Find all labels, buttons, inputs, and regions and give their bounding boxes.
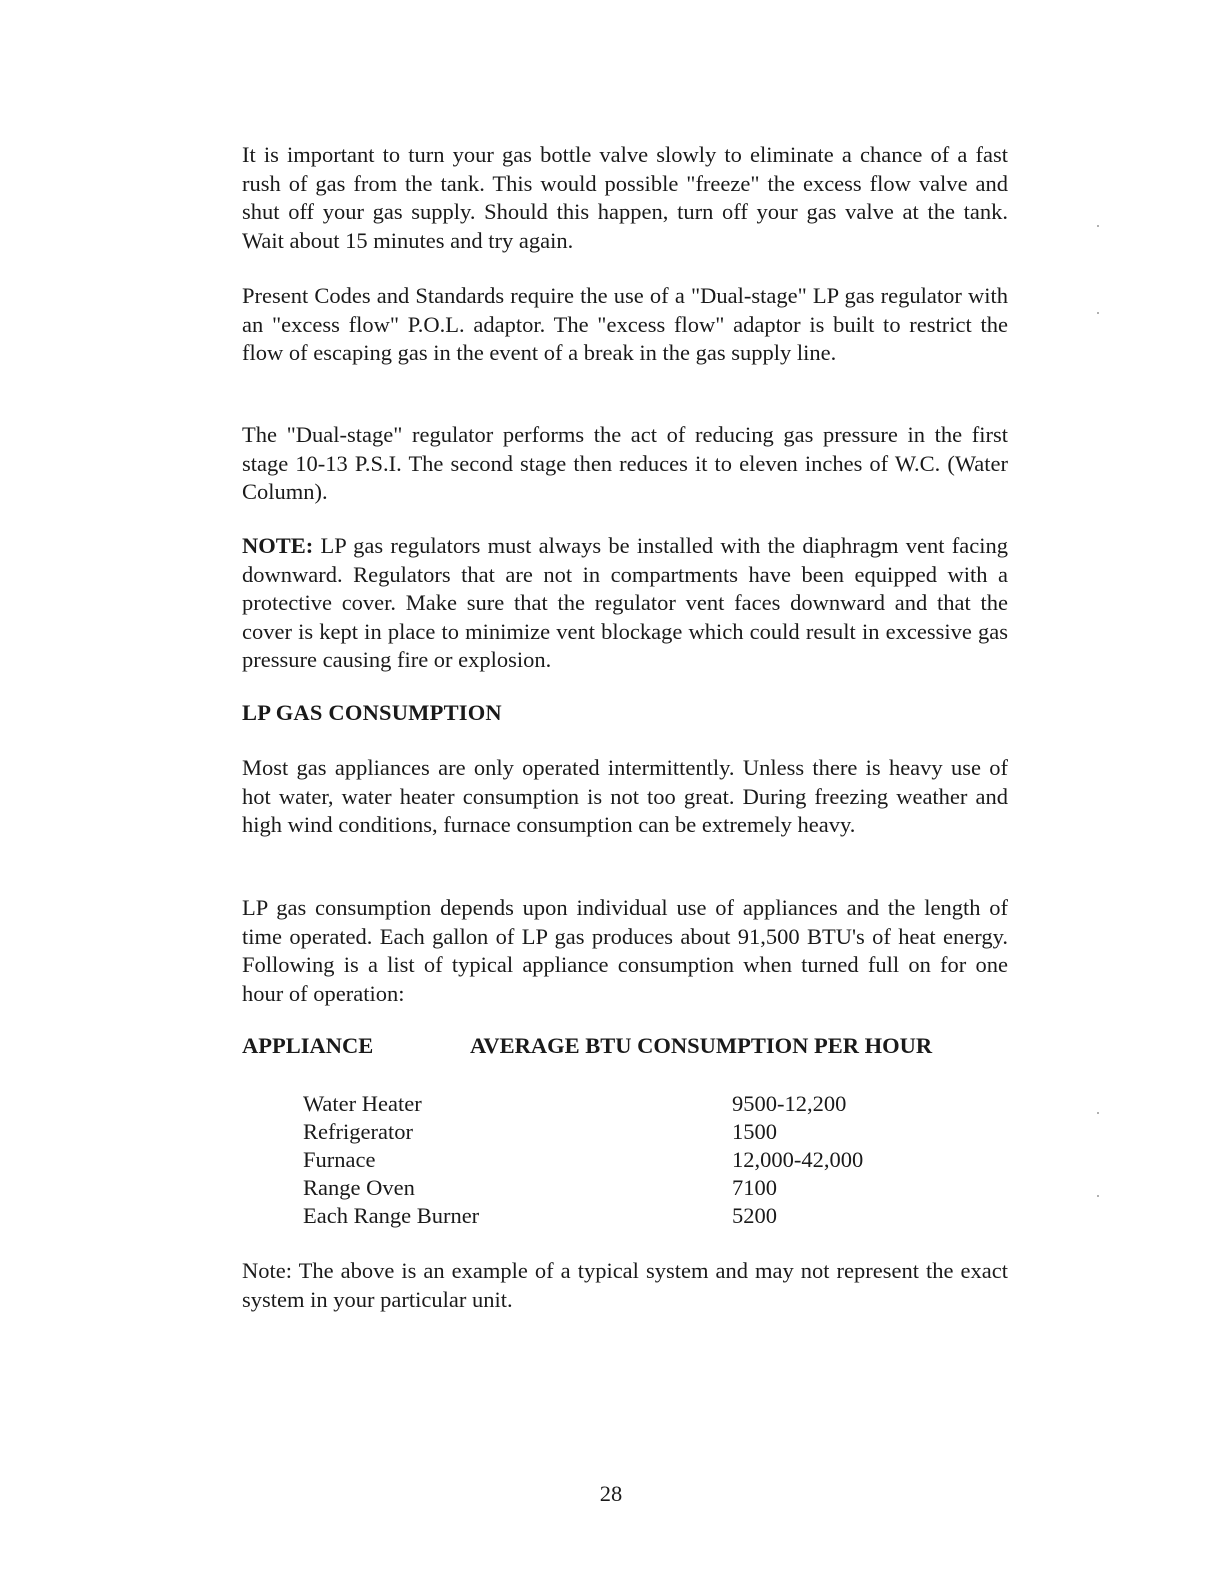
table-row (303, 1090, 943, 1118)
note-text: LP gas regulators must always be installed with the diaphragm vent facing downward. Regulators that are not in compartments have been equipped with a protective cover. Make sure that the regulator vent faces downward and that the cover is kept in place to minimize vent blockage which could result in excessive gas pressure causing fire or explosion. (242, 533, 1008, 672)
table-row (303, 1118, 943, 1146)
column-header-appliance: APPLIANCE (242, 1033, 374, 1058)
appliance-name: Water Heater (303, 1091, 422, 1116)
btu-value: 1500 (732, 1119, 777, 1144)
column-header-btu: AVERAGE BTU CONSUMPTION PER HOUR (470, 1033, 933, 1058)
paragraph-codes-standards: Present Codes and Standards require the use of a "Dual-stage" LP gas regulator with an "excess flow" P.O.L. adaptor. The "excess flow" adaptor is built to restrict the flow of escaping gas in the event of a break in the gas supply line. (242, 283, 1008, 365)
btu-value: 12,000-42,000 (732, 1147, 864, 1172)
paragraph-note (242, 532, 1008, 675)
appliance-name: Range Oven (303, 1175, 415, 1200)
btu-value: 5200 (732, 1203, 777, 1228)
consumption-table-header (242, 1033, 1008, 1063)
table-row (303, 1202, 943, 1230)
appliance-name: Refrigerator (303, 1119, 413, 1144)
paragraph-valve-warning: It is important to turn your gas bottle valve slowly to eliminate a chance of a fast rush of gas from the tank. This would possible "freeze" the excess flow valve and shut off your gas supply. Should this happen, turn off your gas valve at the tank. Wait about 15 minutes and try again. (242, 142, 1008, 253)
btu-value: 9500-12,200 (732, 1091, 847, 1116)
paragraph-appliance-usage: Most gas appliances are only operated intermittently. Unless there is heavy use of hot water, water heater consumption is not too great. During freezing weather and high wind conditions, furnace consumption can be extremely heavy. (242, 755, 1008, 837)
consumption-table (303, 1090, 943, 1230)
scan-speck (1097, 225, 1099, 227)
section-heading: LP GAS CONSUMPTION (242, 700, 502, 725)
table-row (303, 1146, 943, 1174)
scan-speck (1097, 1112, 1099, 1114)
scan-speck (1097, 312, 1099, 314)
paragraph-consumption: LP gas consumption depends upon individual use of appliances and the length of time operated. Each gallon of LP gas produces about 91,500 BTU's of heat energy. Following is a list of typical appliance consumption when turned full on for one hour of operation: (242, 895, 1008, 1006)
appliance-name: Furnace (303, 1147, 376, 1172)
appliance-name: Each Range Burner (303, 1203, 480, 1228)
paragraph-footnote: Note: The above is an example of a typical system and may not represent the exact system in your particular unit. (242, 1258, 1008, 1312)
scan-speck (1097, 1195, 1099, 1197)
table-row (303, 1174, 943, 1202)
page-number: 28 (599, 1481, 623, 1506)
note-label: NOTE: (242, 533, 314, 558)
btu-value: 7100 (732, 1175, 777, 1200)
paragraph-dual-stage: The "Dual-stage" regulator performs the act of reducing gas pressure in the first stage 10-13 P.S.I. The second stage then reduces it to eleven inches of W.C. (Water Column). (242, 422, 1008, 504)
